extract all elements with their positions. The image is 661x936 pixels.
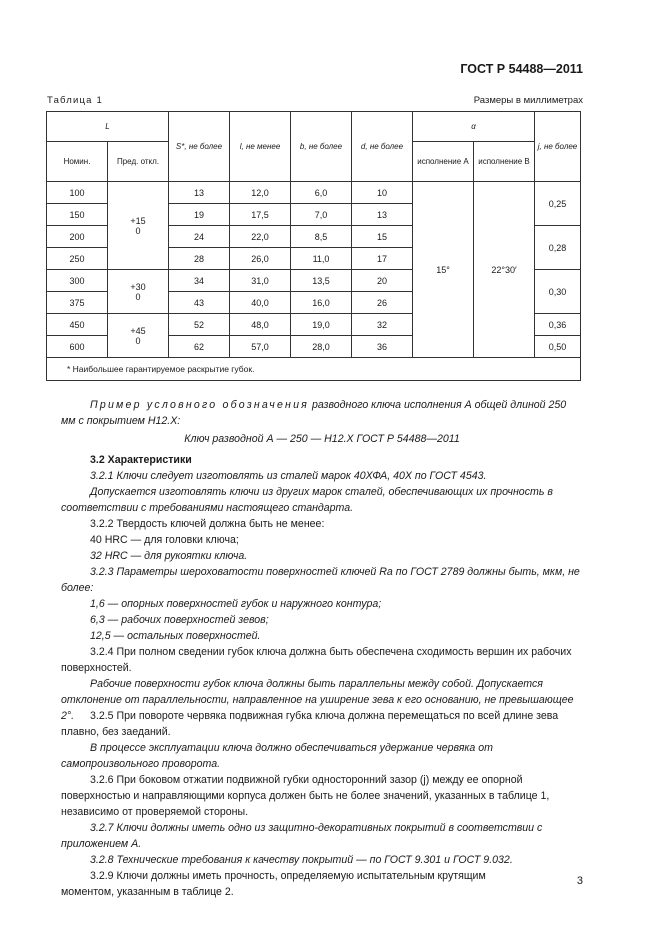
- cell-S: 24: [169, 226, 230, 248]
- cell-b: 7,0: [291, 204, 352, 226]
- paragraph-326: 3.2.6 При боковом отжатии подвижной губки односторонний зазор (j) между ее опорной поверхностью и направляющими корпуса должен быть не более значений, указанных в таблице 1, независимо от проверяемой стороны.: [61, 774, 550, 818]
- cell-S: 43: [169, 292, 230, 314]
- cell-l: 26,0: [230, 248, 291, 270]
- example-lead: Пример условного обозначения: [90, 399, 310, 411]
- cell-d: 15: [352, 226, 413, 248]
- cell-L: 250: [47, 248, 108, 270]
- cell-b: 16,0: [291, 292, 352, 314]
- cell-L: 600: [47, 336, 108, 358]
- paragraph-321b: Допускается изготовлять ключи из других марок сталей, обеспечивающих их прочность в соответствии с требованиями настоящего стандарта.: [61, 486, 553, 514]
- table-units: Размеры в миллиметрах: [473, 95, 583, 106]
- cell-alpha-a: 15°: [413, 182, 474, 358]
- cell-deviation: +30 0: [108, 270, 169, 314]
- paragraph-322b: 32 HRC — для рукоятки ключа.: [90, 550, 248, 562]
- cell-S: 13: [169, 182, 230, 204]
- cell-j: 0,50: [535, 336, 581, 358]
- cell-l: 40,0: [230, 292, 291, 314]
- section-heading: 3.2 Характеристики: [90, 454, 192, 466]
- header-S: S*, не более: [169, 112, 230, 182]
- table-footnote: * Наибольшее гарантируемое раскрытие губок.: [47, 358, 581, 381]
- cell-d: 13: [352, 204, 413, 226]
- cell-b: 13,5: [291, 270, 352, 292]
- cell-j: 0,36: [535, 314, 581, 336]
- cell-l: 22,0: [230, 226, 291, 248]
- cell-l: 12,0: [230, 182, 291, 204]
- header-alpha-a: исполнение А: [413, 142, 474, 182]
- paragraph-323c: 12,5 — остальных поверхностей.: [90, 630, 261, 642]
- cell-d: 32: [352, 314, 413, 336]
- cell-l: 17,5: [230, 204, 291, 226]
- table-caption: Таблица 1: [47, 95, 103, 106]
- example-formula: Ключ разводной А — 250 — Н12.Х ГОСТ Р 54488—2011: [184, 433, 460, 445]
- cell-L: 150: [47, 204, 108, 226]
- paragraph-323: 3.2.3 Параметры шероховатости поверхностей ключей Ra по ГОСТ 2789 должны быть, мкм, не более:: [61, 566, 580, 594]
- header-alpha: α: [413, 112, 535, 142]
- cell-L: 100: [47, 182, 108, 204]
- header-d: d, не более: [352, 112, 413, 182]
- header-deviation: Пред. откл.: [108, 142, 169, 182]
- header-nominal: Номин.: [47, 142, 108, 182]
- cell-b: 19,0: [291, 314, 352, 336]
- paragraph-322: 3.2.2 Твердость ключей должна быть не менее:: [90, 518, 325, 530]
- page-number: 3: [576, 875, 583, 887]
- cell-d: 36: [352, 336, 413, 358]
- cell-S: 62: [169, 336, 230, 358]
- p321-text: 3.2.1 Ключи следует изготовлять из сталей марок 40ХФА, 40Х по ГОСТ 4543.: [90, 470, 487, 482]
- header-j: j, не более: [535, 112, 581, 182]
- cell-d: 10: [352, 182, 413, 204]
- cell-b: 8,5: [291, 226, 352, 248]
- paragraph-324b: Рабочие поверхности губок ключа должны быть параллельны между собой. Допускается отклонение от параллельности, направленное на уширение зева к его основанию, не превышающее 2°.: [61, 678, 574, 722]
- cell-alpha-b: 22°30′: [474, 182, 535, 358]
- cell-S: 19: [169, 204, 230, 226]
- cell-d: 17: [352, 248, 413, 270]
- cell-L: 200: [47, 226, 108, 248]
- cell-b: 6,0: [291, 182, 352, 204]
- standard-number: ГОСТ Р 54488—2011: [460, 62, 583, 76]
- cell-l: 48,0: [230, 314, 291, 336]
- paragraph-321: [61, 468, 583, 484]
- cell-L: 300: [47, 270, 108, 292]
- paragraph-325b: В процессе эксплуатации ключа должно обеспечиваться удержание червяка от самопроизвольного проворота.: [61, 742, 493, 770]
- cell-deviation: +45 0: [108, 314, 169, 358]
- cell-d: 26: [352, 292, 413, 314]
- cell-S: 52: [169, 314, 230, 336]
- paragraph-323b: 6,3 — рабочих поверхностей зевов;: [90, 614, 269, 626]
- example-paragraph: [61, 397, 583, 429]
- header-l: l, не менее: [230, 112, 291, 182]
- cell-b: 11,0: [291, 248, 352, 270]
- cell-L: 450: [47, 314, 108, 336]
- cell-l: 57,0: [230, 336, 291, 358]
- dimensions-table: [46, 111, 581, 381]
- example-rest: разводного ключа исполнения А общей длиной 250 мм с покрытием Н12.Х:: [61, 399, 567, 427]
- cell-S: 28: [169, 248, 230, 270]
- header-L: L: [47, 112, 169, 142]
- cell-S: 34: [169, 270, 230, 292]
- cell-L: 375: [47, 292, 108, 314]
- cell-deviation: +15 0: [108, 182, 169, 270]
- header-b: b, не более: [291, 112, 352, 182]
- cell-b: 28,0: [291, 336, 352, 358]
- paragraph-329: 3.2.9 Ключи должны иметь прочность, определяемую испытательным крутящим моментом, указанным в таблице 2.: [61, 870, 486, 898]
- paragraph-323a: 1,6 — опорных поверхностей губок и наружного контура;: [90, 598, 382, 610]
- paragraph-324: 3.2.4 При полном сведении губок ключа должна быть обеспечена сходимость вершин их рабочих поверхностей.: [61, 646, 572, 674]
- cell-l: 31,0: [230, 270, 291, 292]
- paragraph-322a: 40 HRC — для головки ключа;: [90, 534, 239, 546]
- paragraph-328: 3.2.8 Технические требования к качеству покрытий — по ГОСТ 9.301 и ГОСТ 9.032.: [90, 854, 513, 866]
- cell-j: 0,28: [535, 226, 581, 270]
- header-alpha-b: исполнение В: [474, 142, 535, 182]
- paragraph-325: 3.2.5 При повороте червяка подвижная губка ключа должна перемещаться по всей длине зева плавно, без заеданий.: [61, 710, 559, 738]
- cell-j: 0,30: [535, 270, 581, 314]
- paragraph-327: 3.2.7 Ключи должны иметь одно из защитно-декоративных покрытий в соответствии с приложением А.: [61, 822, 543, 850]
- cell-j: 0,25: [535, 182, 581, 226]
- cell-d: 20: [352, 270, 413, 292]
